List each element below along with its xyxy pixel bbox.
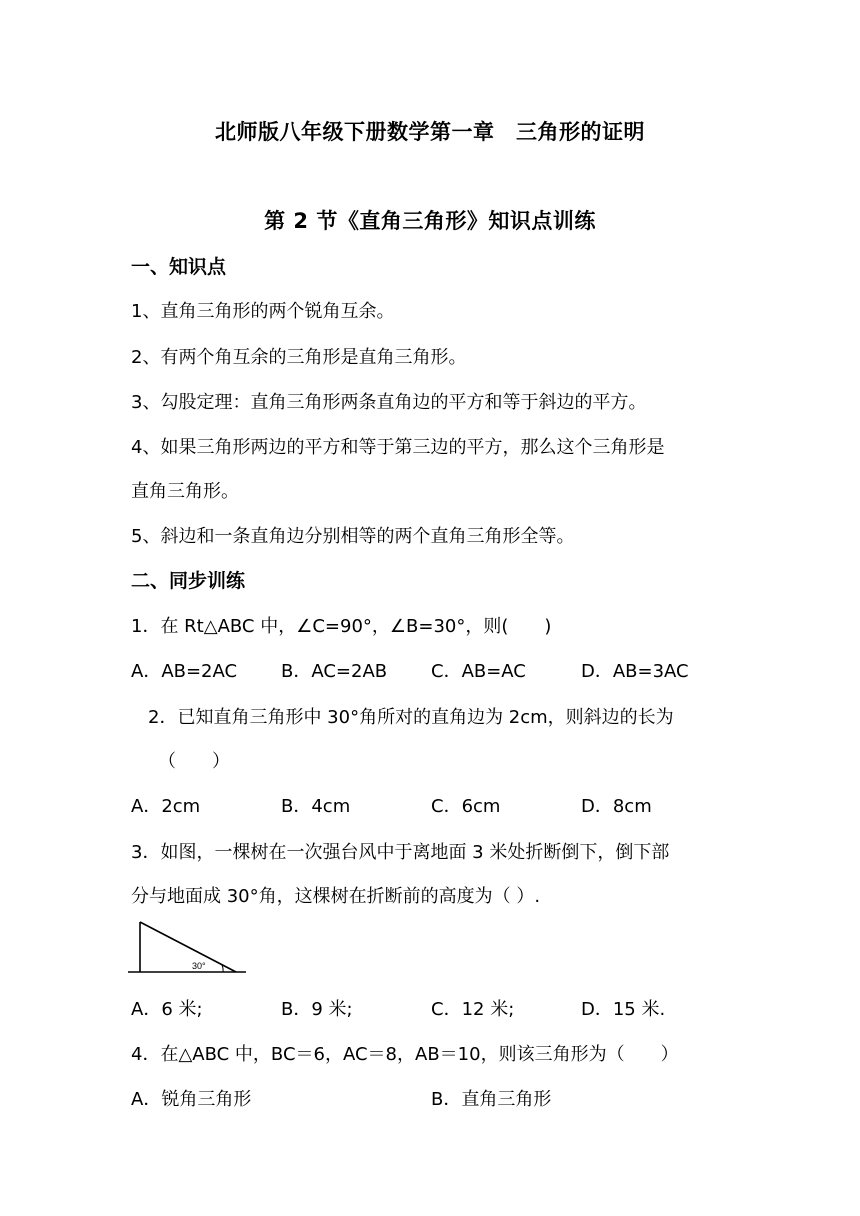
question-1-stem: 1．在 Rt△ABC 中，∠C=90°，∠B=30°，则( ) xyxy=(131,616,552,637)
question-3-stem: 3．如图，一棵树在一次强台风中于离地面 3 米处折断倒下，倒下部 xyxy=(131,842,670,863)
document-title: 北师版八年级下册数学第一章 三角形的证明 xyxy=(215,120,645,144)
question-1-option-c: C．AB=AC xyxy=(431,661,526,682)
knowledge-point-2: 2、有两个角互余的三角形是直角三角形。 xyxy=(131,347,467,368)
knowledge-point-3: 3、勾股定理：直角三角形两条直角边的平方和等于斜边的平方。 xyxy=(131,392,647,413)
knowledge-point-4: 4、如果三角形两边的平方和等于第三边的平方，那么这个三角形是 xyxy=(131,437,665,458)
fallen-tree-figure xyxy=(128,918,248,976)
question-2-answer-blank: （ ） xyxy=(158,751,230,772)
fallen-part-line xyxy=(140,922,236,972)
question-1-option-b: B．AC=2AB xyxy=(281,661,388,682)
section-heading-practice: 二、同步训练 xyxy=(131,570,246,592)
question-3-option-a: A．6 米; xyxy=(131,999,203,1020)
question-4-option-b: B．直角三角形 xyxy=(431,1089,552,1110)
section-heading-knowledge: 一、知识点 xyxy=(131,256,227,278)
question-1-option-a: A．AB=2AC xyxy=(131,661,238,682)
question-1-option-d: D．AB=3AC xyxy=(581,661,689,682)
question-4-option-a: A．锐角三角形 xyxy=(131,1089,252,1110)
question-2-option-b: B．4cm xyxy=(281,796,351,817)
question-2-option-c: C．6cm xyxy=(431,796,501,817)
question-4-stem: 4．在△ABC 中，BC＝6，AC＝8，AB＝10，则该三角形为（ ） xyxy=(131,1044,679,1065)
angle-label: 30° xyxy=(192,961,206,971)
question-2-option-a: A．2cm xyxy=(131,796,201,817)
question-2-stem: 2．已知直角三角形中 30°角所对的直角边为 2cm，则斜边的长为 xyxy=(148,707,674,728)
question-2-option-d: D．8cm xyxy=(581,796,652,817)
question-3-option-b: B．9 米; xyxy=(281,999,353,1020)
document-subtitle: 第 2 节《直角三角形》知识点训练 xyxy=(264,209,596,233)
question-3-stem-cont: 分与地面成 30°角，这棵树在折断前的高度为（ ）. xyxy=(131,886,541,907)
question-3-option-c: C．12 米; xyxy=(431,999,515,1020)
knowledge-point-1: 1、直角三角形的两个锐角互余。 xyxy=(131,301,395,322)
question-3-option-d: D．15 米. xyxy=(581,999,666,1020)
knowledge-point-4-cont: 直角三角形。 xyxy=(131,481,239,502)
knowledge-point-5: 5、斜边和一条直角边分别相等的两个直角三角形全等。 xyxy=(131,526,575,547)
